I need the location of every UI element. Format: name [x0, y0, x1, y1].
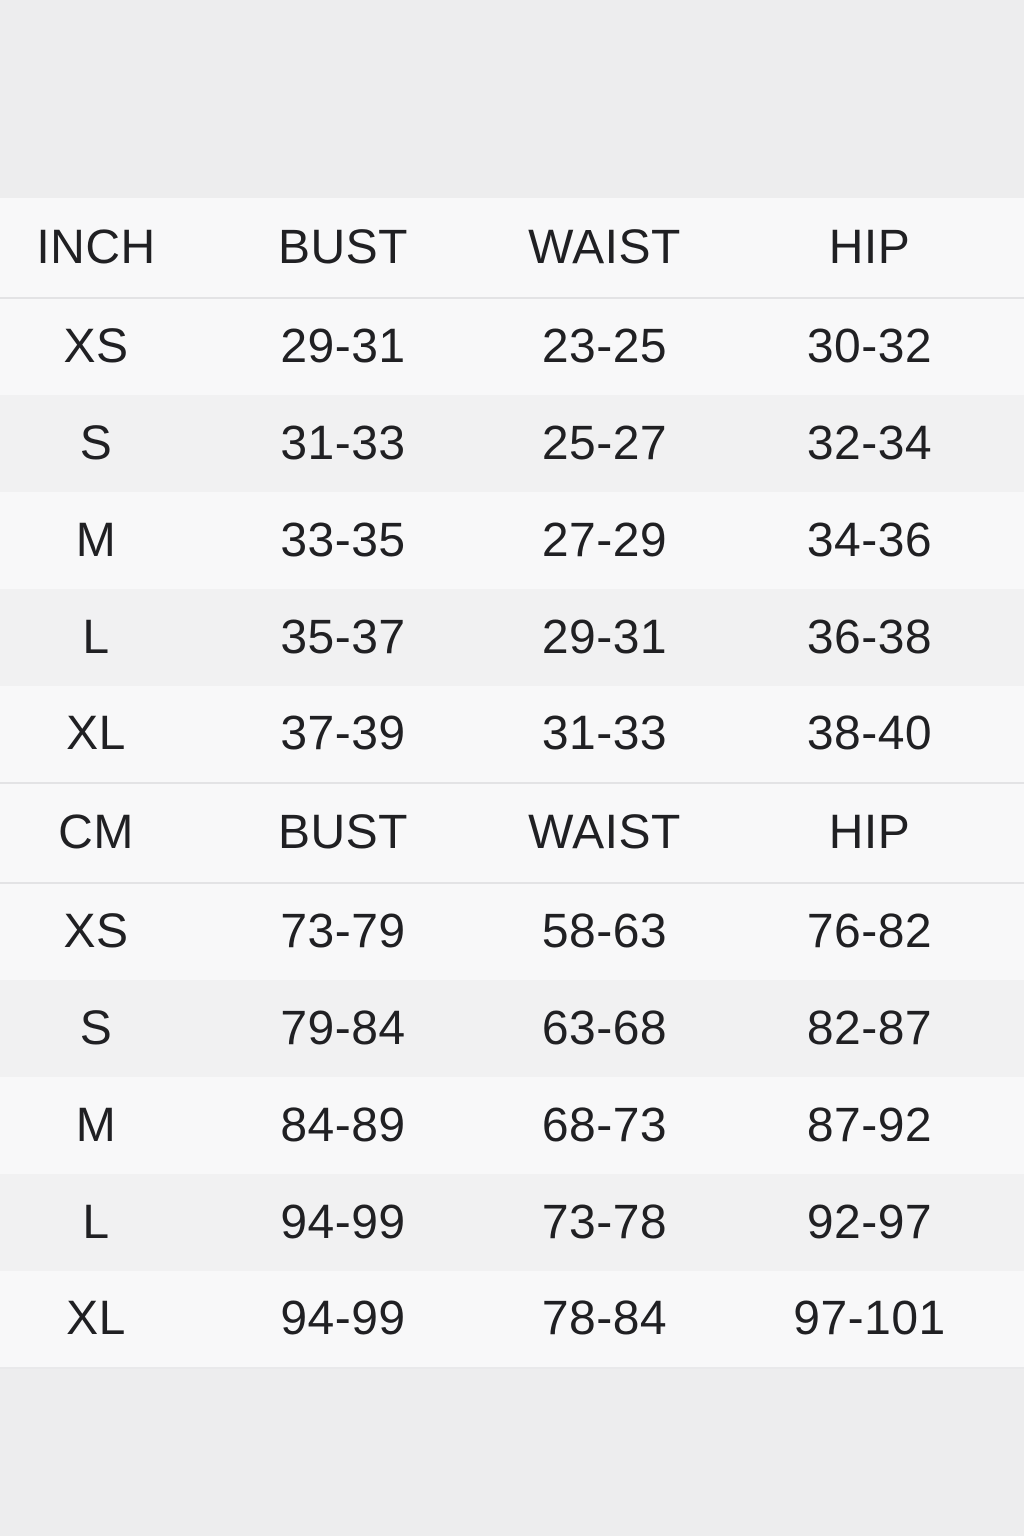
size-chart-table — [0, 198, 1024, 1369]
bust-column-header: BUST — [192, 198, 494, 298]
waist-column-header: WAIST — [494, 783, 715, 883]
inch-section — [0, 198, 1024, 783]
hip-value: 34-36 — [806, 513, 933, 567]
hip-value: 36-38 — [806, 610, 933, 664]
hip-value: 30-32 — [806, 320, 933, 373]
hip-value: 76-82 — [806, 905, 933, 958]
bust-value: 29-31 — [280, 320, 406, 373]
size-label: S — [79, 1001, 113, 1055]
table-row-inch-xl — [0, 686, 1024, 783]
table-row-cm-l — [0, 1174, 1024, 1271]
waist-value: 78-84 — [494, 1271, 715, 1368]
waist-value: 27-29 — [541, 513, 668, 567]
waist-value: 73-78 — [541, 1195, 668, 1249]
size-label: XL — [66, 707, 126, 760]
bust-value: 33-35 — [280, 513, 406, 567]
size-label: L — [82, 1195, 110, 1249]
size-label: M — [75, 1098, 117, 1152]
size-label: XS — [63, 905, 129, 958]
size-label: L — [82, 610, 110, 664]
waist-value: 25-27 — [541, 416, 668, 470]
bust-value: 94-99 — [192, 1271, 494, 1368]
size-label: S — [79, 416, 113, 470]
table-row-inch-xs — [0, 298, 1024, 395]
size-label: XS — [63, 320, 129, 373]
waist-value: 68-73 — [541, 1098, 668, 1152]
table-row-inch-m — [0, 492, 1024, 589]
size-label: XL — [0, 1271, 192, 1368]
hip-value: 32-34 — [806, 416, 933, 470]
hip-value: 82-87 — [806, 1001, 933, 1055]
bust-value: 35-37 — [280, 610, 406, 664]
unit-header-inch: INCH — [0, 198, 192, 298]
waist-column-header: WAIST — [494, 198, 715, 298]
bust-value: 84-89 — [280, 1098, 406, 1152]
top-spacer — [0, 0, 1024, 198]
table-row-cm-s — [0, 980, 1024, 1077]
waist-value: 63-68 — [541, 1001, 668, 1055]
hip-value: 92-97 — [806, 1195, 933, 1249]
bust-value: 79-84 — [280, 1001, 406, 1055]
cm-header-row — [0, 783, 1024, 883]
inch-header-row — [0, 198, 1024, 298]
bust-value: 94-99 — [280, 1195, 406, 1249]
hip-value: 87-92 — [806, 1098, 933, 1152]
bust-value: 37-39 — [280, 707, 406, 760]
waist-value: 58-63 — [541, 905, 668, 958]
bust-value: 73-79 — [280, 905, 406, 958]
size-label: M — [75, 513, 117, 567]
waist-value: 29-31 — [541, 610, 668, 664]
table-row-cm-xl — [0, 1271, 1024, 1368]
table-row-inch-s — [0, 395, 1024, 492]
hip-value: 97-101 — [715, 1271, 1024, 1368]
waist-value: 31-33 — [541, 707, 668, 760]
cm-section — [0, 783, 1024, 1368]
waist-value: 23-25 — [541, 320, 668, 373]
hip-value: 38-40 — [806, 707, 933, 760]
unit-header-cm: CM — [0, 783, 192, 883]
table-row-cm-xs — [0, 883, 1024, 980]
hip-column-header: HIP — [715, 198, 1024, 298]
table-row-inch-l — [0, 589, 1024, 686]
hip-column-header: HIP — [715, 783, 1024, 883]
bust-value: 31-33 — [280, 416, 406, 470]
bust-column-header: BUST — [192, 783, 494, 883]
table-row-cm-m — [0, 1077, 1024, 1174]
